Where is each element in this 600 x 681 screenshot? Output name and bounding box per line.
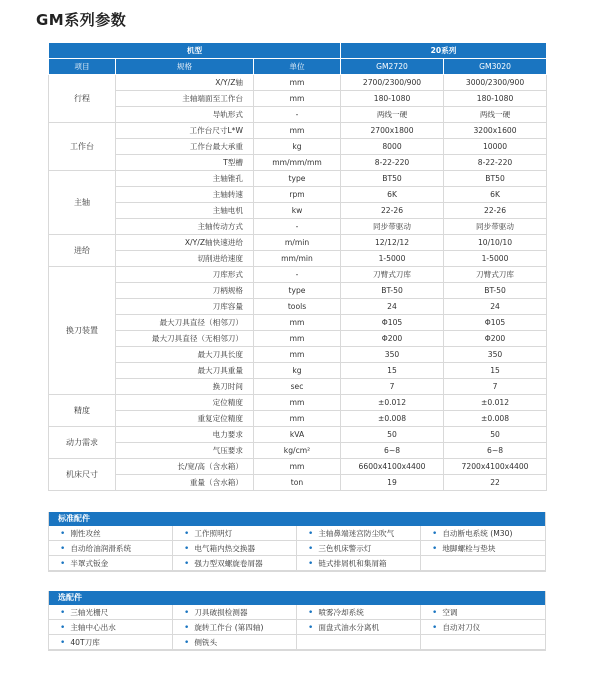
model-1-value: 7 bbox=[341, 379, 444, 395]
model-header: 机型 bbox=[49, 43, 341, 59]
accessory-label: 自动断电系统 (M30) bbox=[442, 529, 513, 538]
accessory-label: 刀具破损检测器 bbox=[194, 608, 248, 617]
accessory-label: 空调 bbox=[442, 608, 458, 617]
accessory-item bbox=[297, 556, 421, 571]
bullet-icon: • bbox=[308, 623, 314, 633]
model-2-value: ±0.012 bbox=[444, 395, 547, 411]
model-1-value: Φ200 bbox=[341, 331, 444, 347]
accessory-label: 电气箱内热交换器 bbox=[194, 544, 256, 553]
accessory-label: 自动对刀仪 bbox=[442, 623, 481, 632]
table-row bbox=[49, 107, 547, 123]
spec-table bbox=[48, 42, 547, 491]
unit-cell: mm bbox=[254, 459, 341, 475]
bullet-icon: • bbox=[60, 529, 66, 539]
group-label: 工作台 bbox=[49, 123, 116, 171]
unit-cell: rpm bbox=[254, 187, 341, 203]
table-row bbox=[49, 75, 547, 91]
model-2-value: BT-50 bbox=[444, 283, 547, 299]
group-label: 进给 bbox=[49, 235, 116, 267]
spec-cell: 最大刀具长度 bbox=[116, 347, 254, 363]
accessory-label: 强力型双螺旋卷屑器 bbox=[194, 559, 263, 568]
unit-cell: sec bbox=[254, 379, 341, 395]
optional-accessories-title: 选配件 bbox=[49, 591, 545, 605]
item-header: 项目 bbox=[49, 59, 116, 75]
model-1-value: 24 bbox=[341, 299, 444, 315]
optional-accessories-section bbox=[48, 591, 546, 651]
accessory-label: 面盘式油水分离机 bbox=[318, 623, 380, 632]
model-2-value: 6K bbox=[444, 187, 547, 203]
bullet-icon: • bbox=[60, 608, 66, 618]
spec-cell: 电力要求 bbox=[116, 427, 254, 443]
unit-cell: kg/cm² bbox=[254, 443, 341, 459]
table-row bbox=[49, 475, 547, 491]
accessory-item bbox=[421, 605, 545, 620]
spec-cell: 刀库形式 bbox=[116, 267, 254, 283]
bullet-icon: • bbox=[184, 529, 190, 539]
accessory-item bbox=[421, 556, 545, 571]
accessory-item bbox=[49, 526, 173, 541]
group-label: 精度 bbox=[49, 395, 116, 427]
table-row bbox=[49, 347, 547, 363]
accessory-item bbox=[421, 526, 545, 541]
table-row bbox=[49, 139, 547, 155]
unit-cell: tools bbox=[254, 299, 341, 315]
accessory-item bbox=[297, 526, 421, 541]
model-1-value: ±0.008 bbox=[341, 411, 444, 427]
model-2-value: 180-1080 bbox=[444, 91, 547, 107]
accessory-label: 链式排屑机和集屑箱 bbox=[318, 559, 387, 568]
model-1-value: 50 bbox=[341, 427, 444, 443]
accessory-item bbox=[49, 635, 173, 650]
model-2-header: GM3020 bbox=[444, 59, 547, 75]
model-2-value: 3200x1600 bbox=[444, 123, 547, 139]
unit-cell: mm/mm/mm bbox=[254, 155, 341, 171]
accessory-label: 刚性攻丝 bbox=[70, 529, 101, 538]
group-label: 机床尺寸 bbox=[49, 459, 116, 491]
unit-cell: mm bbox=[254, 395, 341, 411]
model-1-value: 1-5000 bbox=[341, 251, 444, 267]
unit-cell: kVA bbox=[254, 427, 341, 443]
spec-cell: X/Y/Z轴 bbox=[116, 75, 254, 91]
model-1-value: 8000 bbox=[341, 139, 444, 155]
spec-cell: 换刀时间 bbox=[116, 379, 254, 395]
table-row bbox=[49, 267, 547, 283]
unit-cell: kw bbox=[254, 203, 341, 219]
model-1-value: 19 bbox=[341, 475, 444, 491]
unit-cell: ton bbox=[254, 475, 341, 491]
bullet-icon: • bbox=[60, 638, 66, 648]
model-2-value: 15 bbox=[444, 363, 547, 379]
model-2-value: 22 bbox=[444, 475, 547, 491]
bullet-icon: • bbox=[308, 559, 314, 569]
standard-accessories-grid bbox=[49, 526, 545, 571]
model-2-value: 8-22-220 bbox=[444, 155, 547, 171]
model-2-value: 7 bbox=[444, 379, 547, 395]
accessory-item bbox=[173, 605, 297, 620]
accessory-item bbox=[173, 556, 297, 571]
table-row bbox=[49, 203, 547, 219]
model-1-value: BT50 bbox=[341, 171, 444, 187]
optional-accessories-grid bbox=[49, 605, 545, 650]
accessory-item bbox=[173, 635, 297, 650]
unit-cell: - bbox=[254, 107, 341, 123]
model-1-value: 2700x1800 bbox=[341, 123, 444, 139]
model-2-value: Φ105 bbox=[444, 315, 547, 331]
bullet-icon: • bbox=[432, 623, 438, 633]
accessory-item bbox=[297, 620, 421, 635]
table-row bbox=[49, 363, 547, 379]
bullet-icon: • bbox=[60, 559, 66, 569]
series-header: 20系列 bbox=[341, 43, 547, 59]
model-2-value: BT50 bbox=[444, 171, 547, 187]
table-row bbox=[49, 235, 547, 251]
spec-cell: 主轴端面至工作台 bbox=[116, 91, 254, 107]
model-1-value: 6600x4100x4400 bbox=[341, 459, 444, 475]
model-1-value: 刀臂式刀库 bbox=[341, 267, 444, 283]
model-2-value: Φ200 bbox=[444, 331, 547, 347]
table-row bbox=[49, 459, 547, 475]
model-2-value: 3000/2300/900 bbox=[444, 75, 547, 91]
unit-cell: mm bbox=[254, 411, 341, 427]
accessory-label: 三轴光栅尺 bbox=[70, 608, 109, 617]
unit-header: 单位 bbox=[254, 59, 341, 75]
spec-cell: 主轴电机 bbox=[116, 203, 254, 219]
standard-accessories-section bbox=[48, 512, 546, 572]
accessory-label: 侧铣头 bbox=[194, 638, 218, 647]
table-row bbox=[49, 443, 547, 459]
accessory-label: 喷雾冷却系统 bbox=[318, 608, 364, 617]
spec-cell: 最大刀具直径（无相邻刀） bbox=[116, 331, 254, 347]
group-label: 动力需求 bbox=[49, 427, 116, 459]
unit-cell: mm bbox=[254, 91, 341, 107]
spec-cell: 长/宽/高（含水箱） bbox=[116, 459, 254, 475]
accessory-label: 主轴鼻端迷宫防尘吹气 bbox=[318, 529, 395, 538]
spec-cell: 刀库容量 bbox=[116, 299, 254, 315]
spec-header: 规格 bbox=[116, 59, 254, 75]
spec-cell: 重复定位精度 bbox=[116, 411, 254, 427]
model-2-value: 7200x4100x4400 bbox=[444, 459, 547, 475]
accessory-item bbox=[173, 541, 297, 556]
accessory-item bbox=[49, 541, 173, 556]
unit-cell: mm bbox=[254, 347, 341, 363]
table-row bbox=[49, 155, 547, 171]
bullet-icon: • bbox=[308, 544, 314, 554]
table-row bbox=[49, 283, 547, 299]
spec-cell: 工作台最大承重 bbox=[116, 139, 254, 155]
table-row bbox=[49, 171, 547, 187]
bullet-icon: • bbox=[184, 623, 190, 633]
table-row bbox=[49, 411, 547, 427]
spec-cell: 最大刀具重量 bbox=[116, 363, 254, 379]
table-row bbox=[49, 219, 547, 235]
accessory-item bbox=[297, 605, 421, 620]
spec-cell: 刀柄规格 bbox=[116, 283, 254, 299]
model-2-value: 6~8 bbox=[444, 443, 547, 459]
model-1-value: 同步带驱动 bbox=[341, 219, 444, 235]
unit-cell: kg bbox=[254, 363, 341, 379]
spec-cell: X/Y/Z轴快速进给 bbox=[116, 235, 254, 251]
bullet-icon: • bbox=[60, 623, 66, 633]
model-1-value: ±0.012 bbox=[341, 395, 444, 411]
accessory-item bbox=[49, 556, 173, 571]
model-1-value: 2700/2300/900 bbox=[341, 75, 444, 91]
accessory-label: 三色机床警示灯 bbox=[318, 544, 372, 553]
accessory-item bbox=[421, 541, 545, 556]
spec-cell: 最大刀具直径（相邻刀） bbox=[116, 315, 254, 331]
table-row bbox=[49, 315, 547, 331]
model-2-value: 1-5000 bbox=[444, 251, 547, 267]
accessory-item bbox=[421, 635, 545, 650]
unit-cell: - bbox=[254, 219, 341, 235]
model-2-value: 10000 bbox=[444, 139, 547, 155]
table-row bbox=[49, 91, 547, 107]
table-row bbox=[49, 299, 547, 315]
model-1-value: 6K bbox=[341, 187, 444, 203]
table-row bbox=[49, 187, 547, 203]
model-1-value: 180-1080 bbox=[341, 91, 444, 107]
accessory-label: 工作照明灯 bbox=[194, 529, 233, 538]
table-row bbox=[49, 395, 547, 411]
accessory-item bbox=[49, 620, 173, 635]
model-1-value: 12/12/12 bbox=[341, 235, 444, 251]
model-1-value: 350 bbox=[341, 347, 444, 363]
model-1-value: 15 bbox=[341, 363, 444, 379]
model-2-value: ±0.008 bbox=[444, 411, 547, 427]
spec-cell: 气压要求 bbox=[116, 443, 254, 459]
accessory-label: 半罩式钣金 bbox=[70, 559, 109, 568]
unit-cell: type bbox=[254, 283, 341, 299]
spec-cell: 切削进给速度 bbox=[116, 251, 254, 267]
spec-cell: 主轴转速 bbox=[116, 187, 254, 203]
unit-cell: mm bbox=[254, 123, 341, 139]
unit-cell: mm bbox=[254, 75, 341, 91]
unit-cell: mm/min bbox=[254, 251, 341, 267]
accessory-item bbox=[297, 541, 421, 556]
table-row bbox=[49, 331, 547, 347]
unit-cell: mm bbox=[254, 315, 341, 331]
accessory-label: 自动给油润滑系统 bbox=[70, 544, 132, 553]
model-2-value: 10/10/10 bbox=[444, 235, 547, 251]
bullet-icon: • bbox=[184, 608, 190, 618]
bullet-icon: • bbox=[60, 544, 66, 554]
accessory-item bbox=[421, 620, 545, 635]
group-label: 行程 bbox=[49, 75, 116, 123]
table-row bbox=[49, 123, 547, 139]
model-1-value: 两线一硬 bbox=[341, 107, 444, 123]
model-2-value: 两线一硬 bbox=[444, 107, 547, 123]
accessory-item bbox=[297, 635, 421, 650]
model-2-value: 刀臂式刀库 bbox=[444, 267, 547, 283]
model-2-value: 24 bbox=[444, 299, 547, 315]
model-1-value: BT-50 bbox=[341, 283, 444, 299]
accessory-label: 主轴中心出水 bbox=[70, 623, 116, 632]
table-subheader-row bbox=[49, 59, 547, 75]
model-2-value: 350 bbox=[444, 347, 547, 363]
model-2-value: 50 bbox=[444, 427, 547, 443]
spec-cell: 导轨形式 bbox=[116, 107, 254, 123]
model-1-value: 8-22-220 bbox=[341, 155, 444, 171]
unit-cell: mm bbox=[254, 331, 341, 347]
model-2-value: 同步带驱动 bbox=[444, 219, 547, 235]
standard-accessories-title: 标准配件 bbox=[49, 512, 545, 526]
accessory-item bbox=[173, 526, 297, 541]
model-1-value: 6~8 bbox=[341, 443, 444, 459]
model-1-header: GM2720 bbox=[341, 59, 444, 75]
bullet-icon: • bbox=[432, 529, 438, 539]
spec-cell: 定位精度 bbox=[116, 395, 254, 411]
bullet-icon: • bbox=[184, 544, 190, 554]
spec-cell: 重量（含水箱） bbox=[116, 475, 254, 491]
table-row bbox=[49, 427, 547, 443]
spec-cell: T型槽 bbox=[116, 155, 254, 171]
page-title: GM系列参数 bbox=[36, 11, 127, 29]
spec-cell: 工作台尺寸L*W bbox=[116, 123, 254, 139]
model-2-value: 22-26 bbox=[444, 203, 547, 219]
unit-cell: m/min bbox=[254, 235, 341, 251]
accessory-label: 地脚螺栓与垫块 bbox=[442, 544, 496, 553]
accessory-item bbox=[173, 620, 297, 635]
unit-cell: type bbox=[254, 171, 341, 187]
table-row bbox=[49, 379, 547, 395]
bullet-icon: • bbox=[184, 559, 190, 569]
accessory-label: 40T刀库 bbox=[70, 638, 100, 647]
model-1-value: Φ105 bbox=[341, 315, 444, 331]
spec-cell: 主轴传动方式 bbox=[116, 219, 254, 235]
accessory-label: 旋转工作台 (第四轴) bbox=[194, 623, 264, 632]
bullet-icon: • bbox=[432, 608, 438, 618]
bullet-icon: • bbox=[308, 608, 314, 618]
group-label: 换刀装置 bbox=[49, 267, 116, 395]
unit-cell: - bbox=[254, 267, 341, 283]
model-1-value: 22-26 bbox=[341, 203, 444, 219]
bullet-icon: • bbox=[184, 638, 190, 648]
bullet-icon: • bbox=[308, 529, 314, 539]
bullet-icon: • bbox=[432, 544, 438, 554]
spec-cell: 主轴锥孔 bbox=[116, 171, 254, 187]
table-row bbox=[49, 251, 547, 267]
group-label: 主轴 bbox=[49, 171, 116, 235]
unit-cell: kg bbox=[254, 139, 341, 155]
table-header-row bbox=[49, 43, 547, 59]
accessory-item bbox=[49, 605, 173, 620]
